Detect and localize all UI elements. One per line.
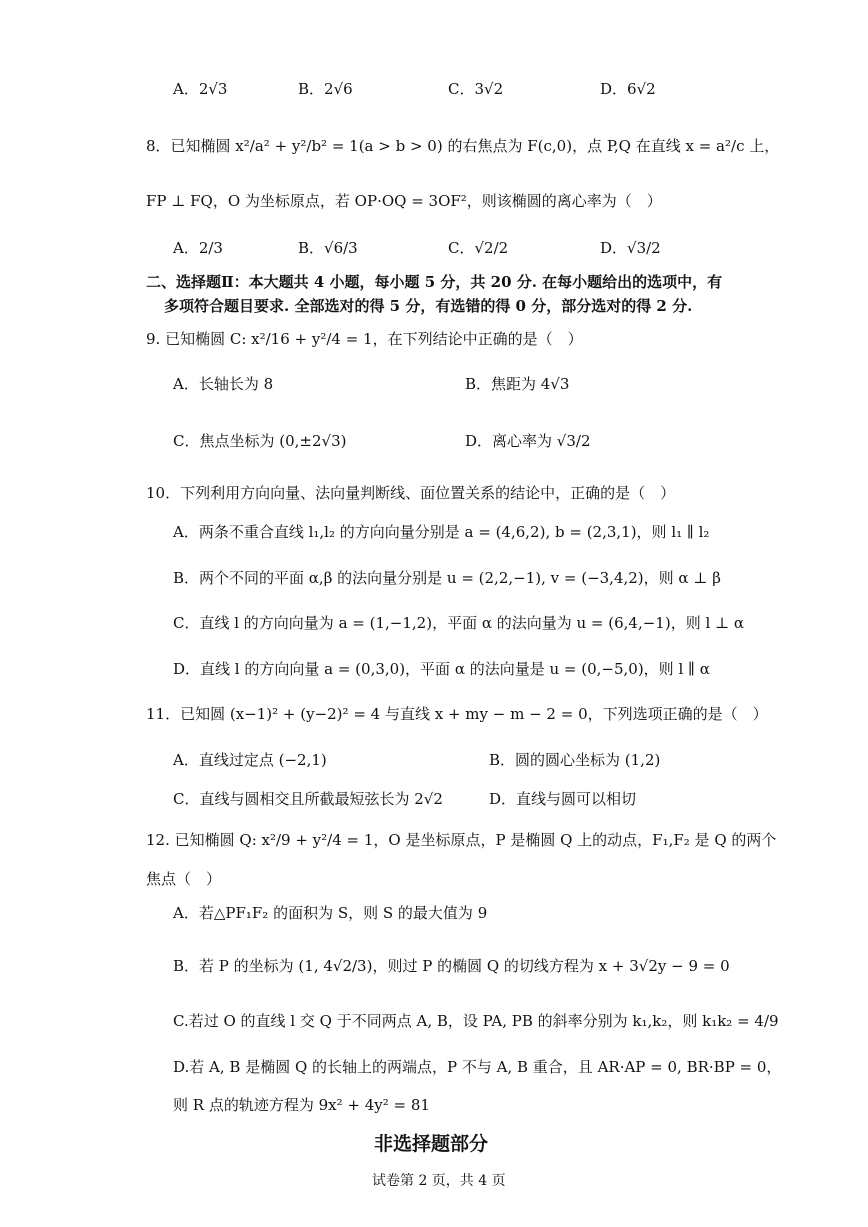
q8-option-a: A．2/3 — [173, 239, 223, 257]
part-title: 非选择题部分 — [374, 1133, 489, 1155]
q11-option-b: B．圆的圆心坐标为 (1,2) — [489, 751, 661, 769]
q11-option-d: D．直线与圆可以相切 — [489, 790, 637, 808]
q8-option-b: B．√6/3 — [298, 239, 358, 257]
q7-option-d: D．6√2 — [600, 80, 656, 98]
q12-stem-line1: 12. 已知椭圆 Q: x²/9 + y²/4 = 1，O 是坐标原点，P 是椭圆 Q 上的动点，F₁,F₂ 是 Q 的两个 — [146, 831, 777, 849]
q9-stem: 9. 已知椭圆 C: x²/16 + y²/4 = 1，在下列结论中正确的是（ ） — [146, 330, 583, 348]
q11-option-a: A．直线过定点 (−2,1) — [173, 751, 327, 769]
q9-option-d: D．离心率为 √3/2 — [465, 432, 591, 450]
q9-option-a: A．长轴长为 8 — [173, 375, 274, 393]
q10-option-b: B．两个不同的平面 α,β 的法向量分别是 u = (2,2,−1), v = (−3,4,2)，则 α ⊥ β — [173, 569, 721, 587]
q8-stem-line2: FP ⊥ FQ，O 为坐标原点，若 OP·OQ = 3OF²，则该椭圆的离心率为（ ） — [146, 192, 662, 210]
page-footer: 试卷第 2 页，共 4 页 — [372, 1173, 506, 1189]
q12-option-d-line2: 则 R 点的轨迹方程为 9x² + 4y² = 81 — [173, 1096, 430, 1114]
q8-option-d: D．√3/2 — [600, 239, 661, 257]
q9-option-c: C．焦点坐标为 (0,±2√3) — [173, 432, 347, 450]
section-2-line2: 多项符合题目要求. 全部选对的得 5 分，有选错的得 0 分，部分选对的得 2 分. — [164, 297, 693, 315]
q7-option-c: C．3√2 — [448, 80, 504, 98]
q11-stem: 11．已知圆 (x−1)² + (y−2)² = 4 与直线 x + my − m − 2 = 0，下列选项正确的是（ ） — [146, 705, 768, 723]
q9-option-b: B．焦距为 4√3 — [465, 375, 570, 393]
q10-option-c: C．直线 l 的方向向量为 a = (1,−1,2)，平面 α 的法向量为 u = (6,4,−1)，则 l ⊥ α — [173, 614, 745, 632]
q12-option-b: B．若 P 的坐标为 (1, 4√2/3)，则过 P 的椭圆 Q 的切线方程为 x + 3√2y − 9 = 0 — [173, 957, 730, 975]
q10-option-a: A．两条不重合直线 l₁,l₂ 的方向向量分别是 a = (4,6,2), b = (2,3,1)，则 l₁ ∥ l₂ — [173, 523, 710, 541]
q12-option-d-line1: D.若 A, B 是椭圆 Q 的长轴上的两端点，P 不与 A, B 重合，且 AR·AP = 0, BR·BP = 0， — [173, 1058, 782, 1076]
q12-stem-line2: 焦点（ ） — [146, 870, 222, 888]
q8-stem-line1: 8．已知椭圆 x²/a² + y²/b² = 1(a > b > 0) 的右焦点为 F(c,0)，点 P,Q 在直线 x = a²/c 上， — [146, 137, 780, 155]
q10-option-d: D．直线 l 的方向向量 a = (0,3,0)，平面 α 的法向量是 u = (0,−5,0)，则 l ∥ α — [173, 660, 710, 678]
q12-option-c: C.若过 O 的直线 l 交 Q 于不同两点 A, B，设 PA, PB 的斜率分别为 k₁,k₂，则 k₁k₂ = 4/9 — [173, 1012, 779, 1030]
q7-option-a: A．2√3 — [173, 80, 228, 98]
q8-option-c: C．√2/2 — [448, 239, 509, 257]
q11-option-c: C．直线与圆相交且所截最短弦长为 2√2 — [173, 790, 443, 808]
q12-option-a: A．若△PF₁F₂ 的面积为 S，则 S 的最大值为 9 — [173, 904, 488, 922]
q7-option-b: B．2√6 — [298, 80, 353, 98]
section-2-line1: 二、选择题Ⅱ：本大题共 4 小题，每小题 5 分，共 20 分. 在每小题给出的选项中，有 — [146, 273, 723, 291]
q10-stem: 10．下列利用方向向量、法向量判断线、面位置关系的结论中，正确的是（ ） — [146, 484, 676, 502]
